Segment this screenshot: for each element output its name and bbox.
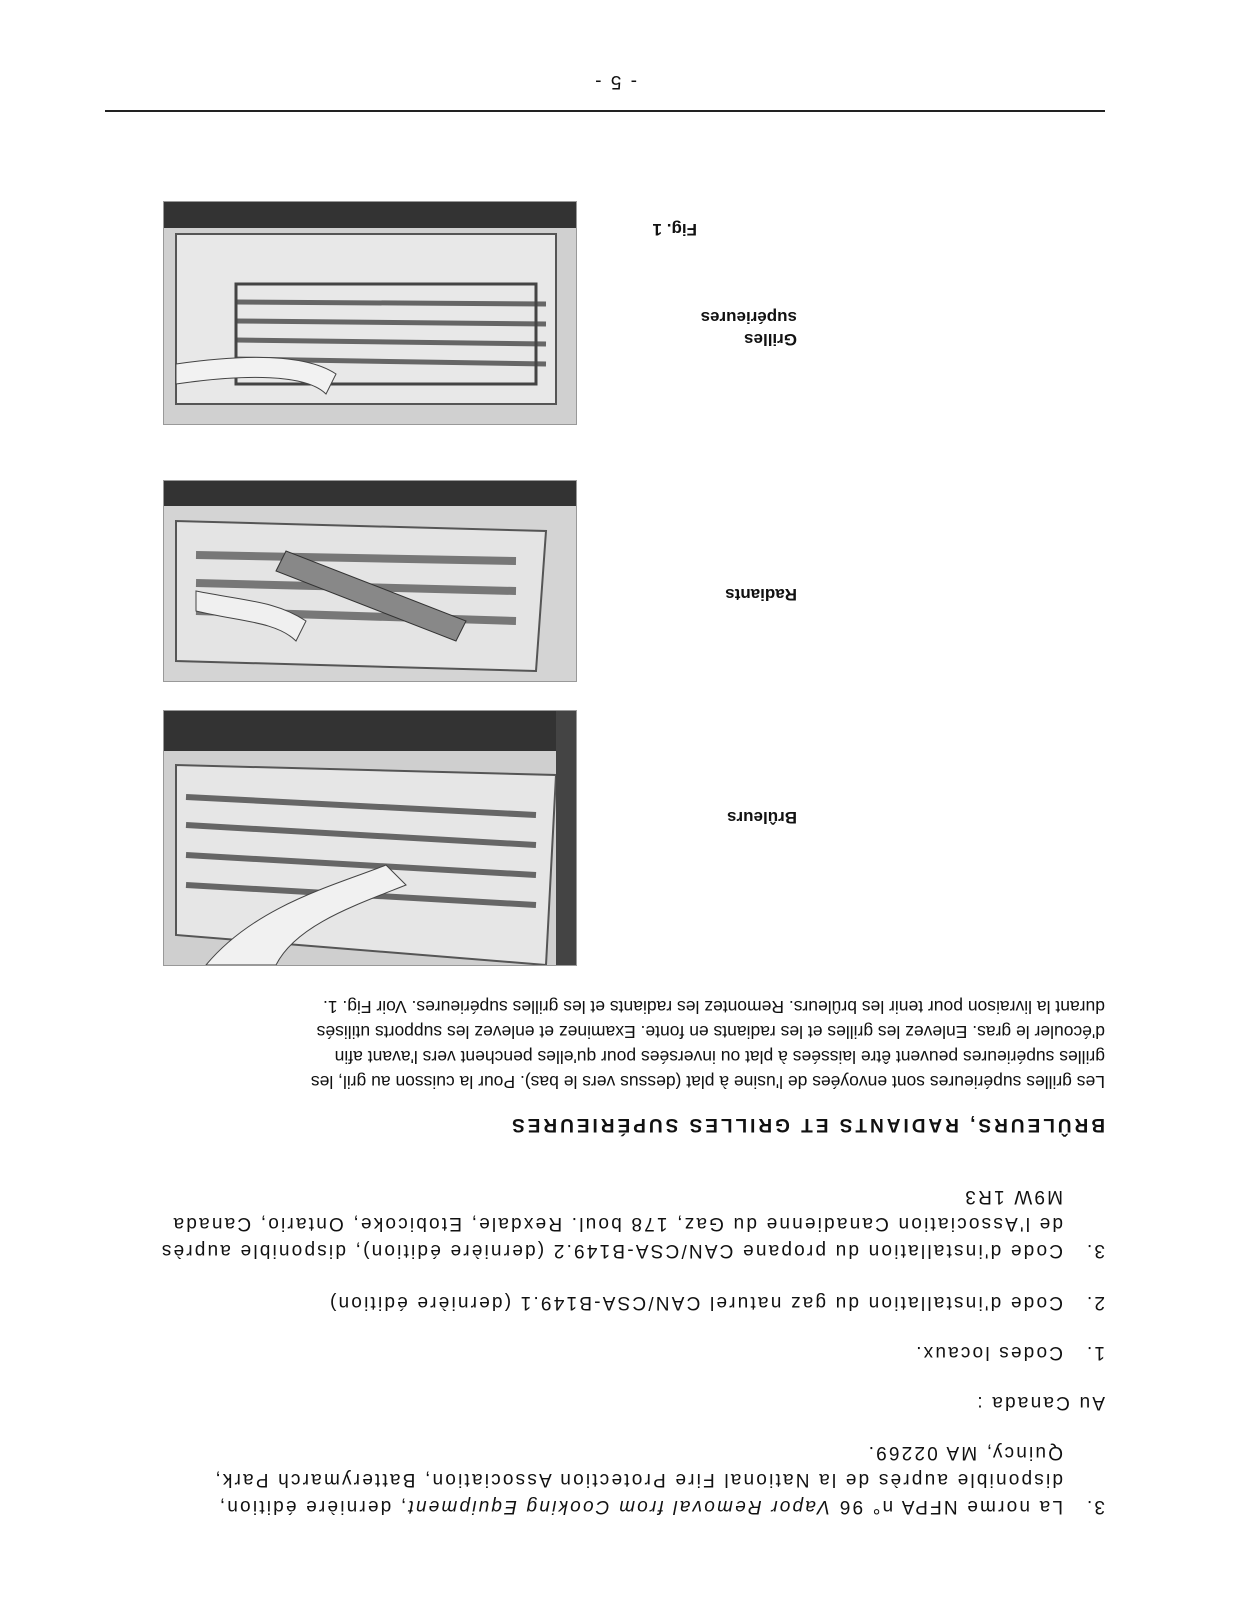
nfpa-line-2: disponible auprès de la National Fire Protection Association, Batterymarch Park, xyxy=(213,1469,1063,1490)
photo-burners xyxy=(163,710,577,966)
document-page: 3. La norme NFPA n° 96 Vapor Removal from Cooking Equipment, dernière édition, disponible auprès de la National Fire Protection Association, Batterymarch Park, Quincy, MA 02269. Au Canada : 1. Codes locaux. 2. Code d'installation du gaz naturel CAN/CSA-B149.1 (dernière édition) 3. Code d'installation du propane CAN/CSA-B149.2 (dernière édition), disponible auprès de l'Association Canadienne du Gaz, 178 boul. Rexdale, Etobicoke, Ontario, Canada M9W 1R3 BRÛLEURS, RADIANTS ET GRILLES SUPÉRIEURES Les grilles supérieures sont envoyées de l'usine à plat (dessus vers le bas). Pour la cuisson au gril, les grilles supérieures peuvent être laissées à plat ou inversées pour qu'elles penchent vers l'avant afin d'écouler le gras. Enlevez les grilles et les radiants en fonte. Examinez et enlevez les supports utilisés durant la livraison pour tenir les brûleurs. Remontez les radiants et les grilles supérieures. Voir Fig. 1. Brûleurs Radiants Grilles supérieures Fig. 1 - 5 - xyxy=(0,0,1237,1600)
page-number: - 5 - xyxy=(593,71,637,92)
photo-radiants xyxy=(163,480,577,682)
label-burners: Brûleurs xyxy=(727,808,797,827)
footer-rule xyxy=(105,110,1105,112)
label-radiants: Radiants xyxy=(725,585,797,604)
figure-caption: Fig. 1 xyxy=(652,220,697,239)
photo-grates xyxy=(163,201,577,425)
nfpa-line-3: Quincy, MA 02269. xyxy=(866,1442,1063,1463)
section-paragraph: Les grilles supérieures sont envoyées de l'usine à plat (dessus vers le bas). Pour la cuisson au gril, les grilles supérieures peuvent être laissées à plat ou inversées pour qu'elles penchent vers l'avant afin d'écouler le gras. Enlevez les grilles et les radiants en fonte. Examinez et enlevez les supports utilisés durant la livraison pour tenir les brûleurs. Remontez les radiants et les grilles supérieures. Voir Fig. 1. xyxy=(310,997,1105,1092)
nfpa-line-1: La norme NFPA n° 96 Vapor Removal from Cooking Equipment, dernière édition, xyxy=(217,1496,1063,1517)
nfpa-title-italic: Vapor Removal from Cooking Equipment xyxy=(406,1496,831,1517)
label-grates: Grilles supérieures xyxy=(700,308,797,349)
list-number: 3. xyxy=(1084,1496,1105,1517)
section-heading: BRÛLEURS, RADIANTS ET GRILLES SUPÉRIEURES xyxy=(509,1114,1105,1135)
canada-label: Au Canada : xyxy=(975,1392,1105,1413)
